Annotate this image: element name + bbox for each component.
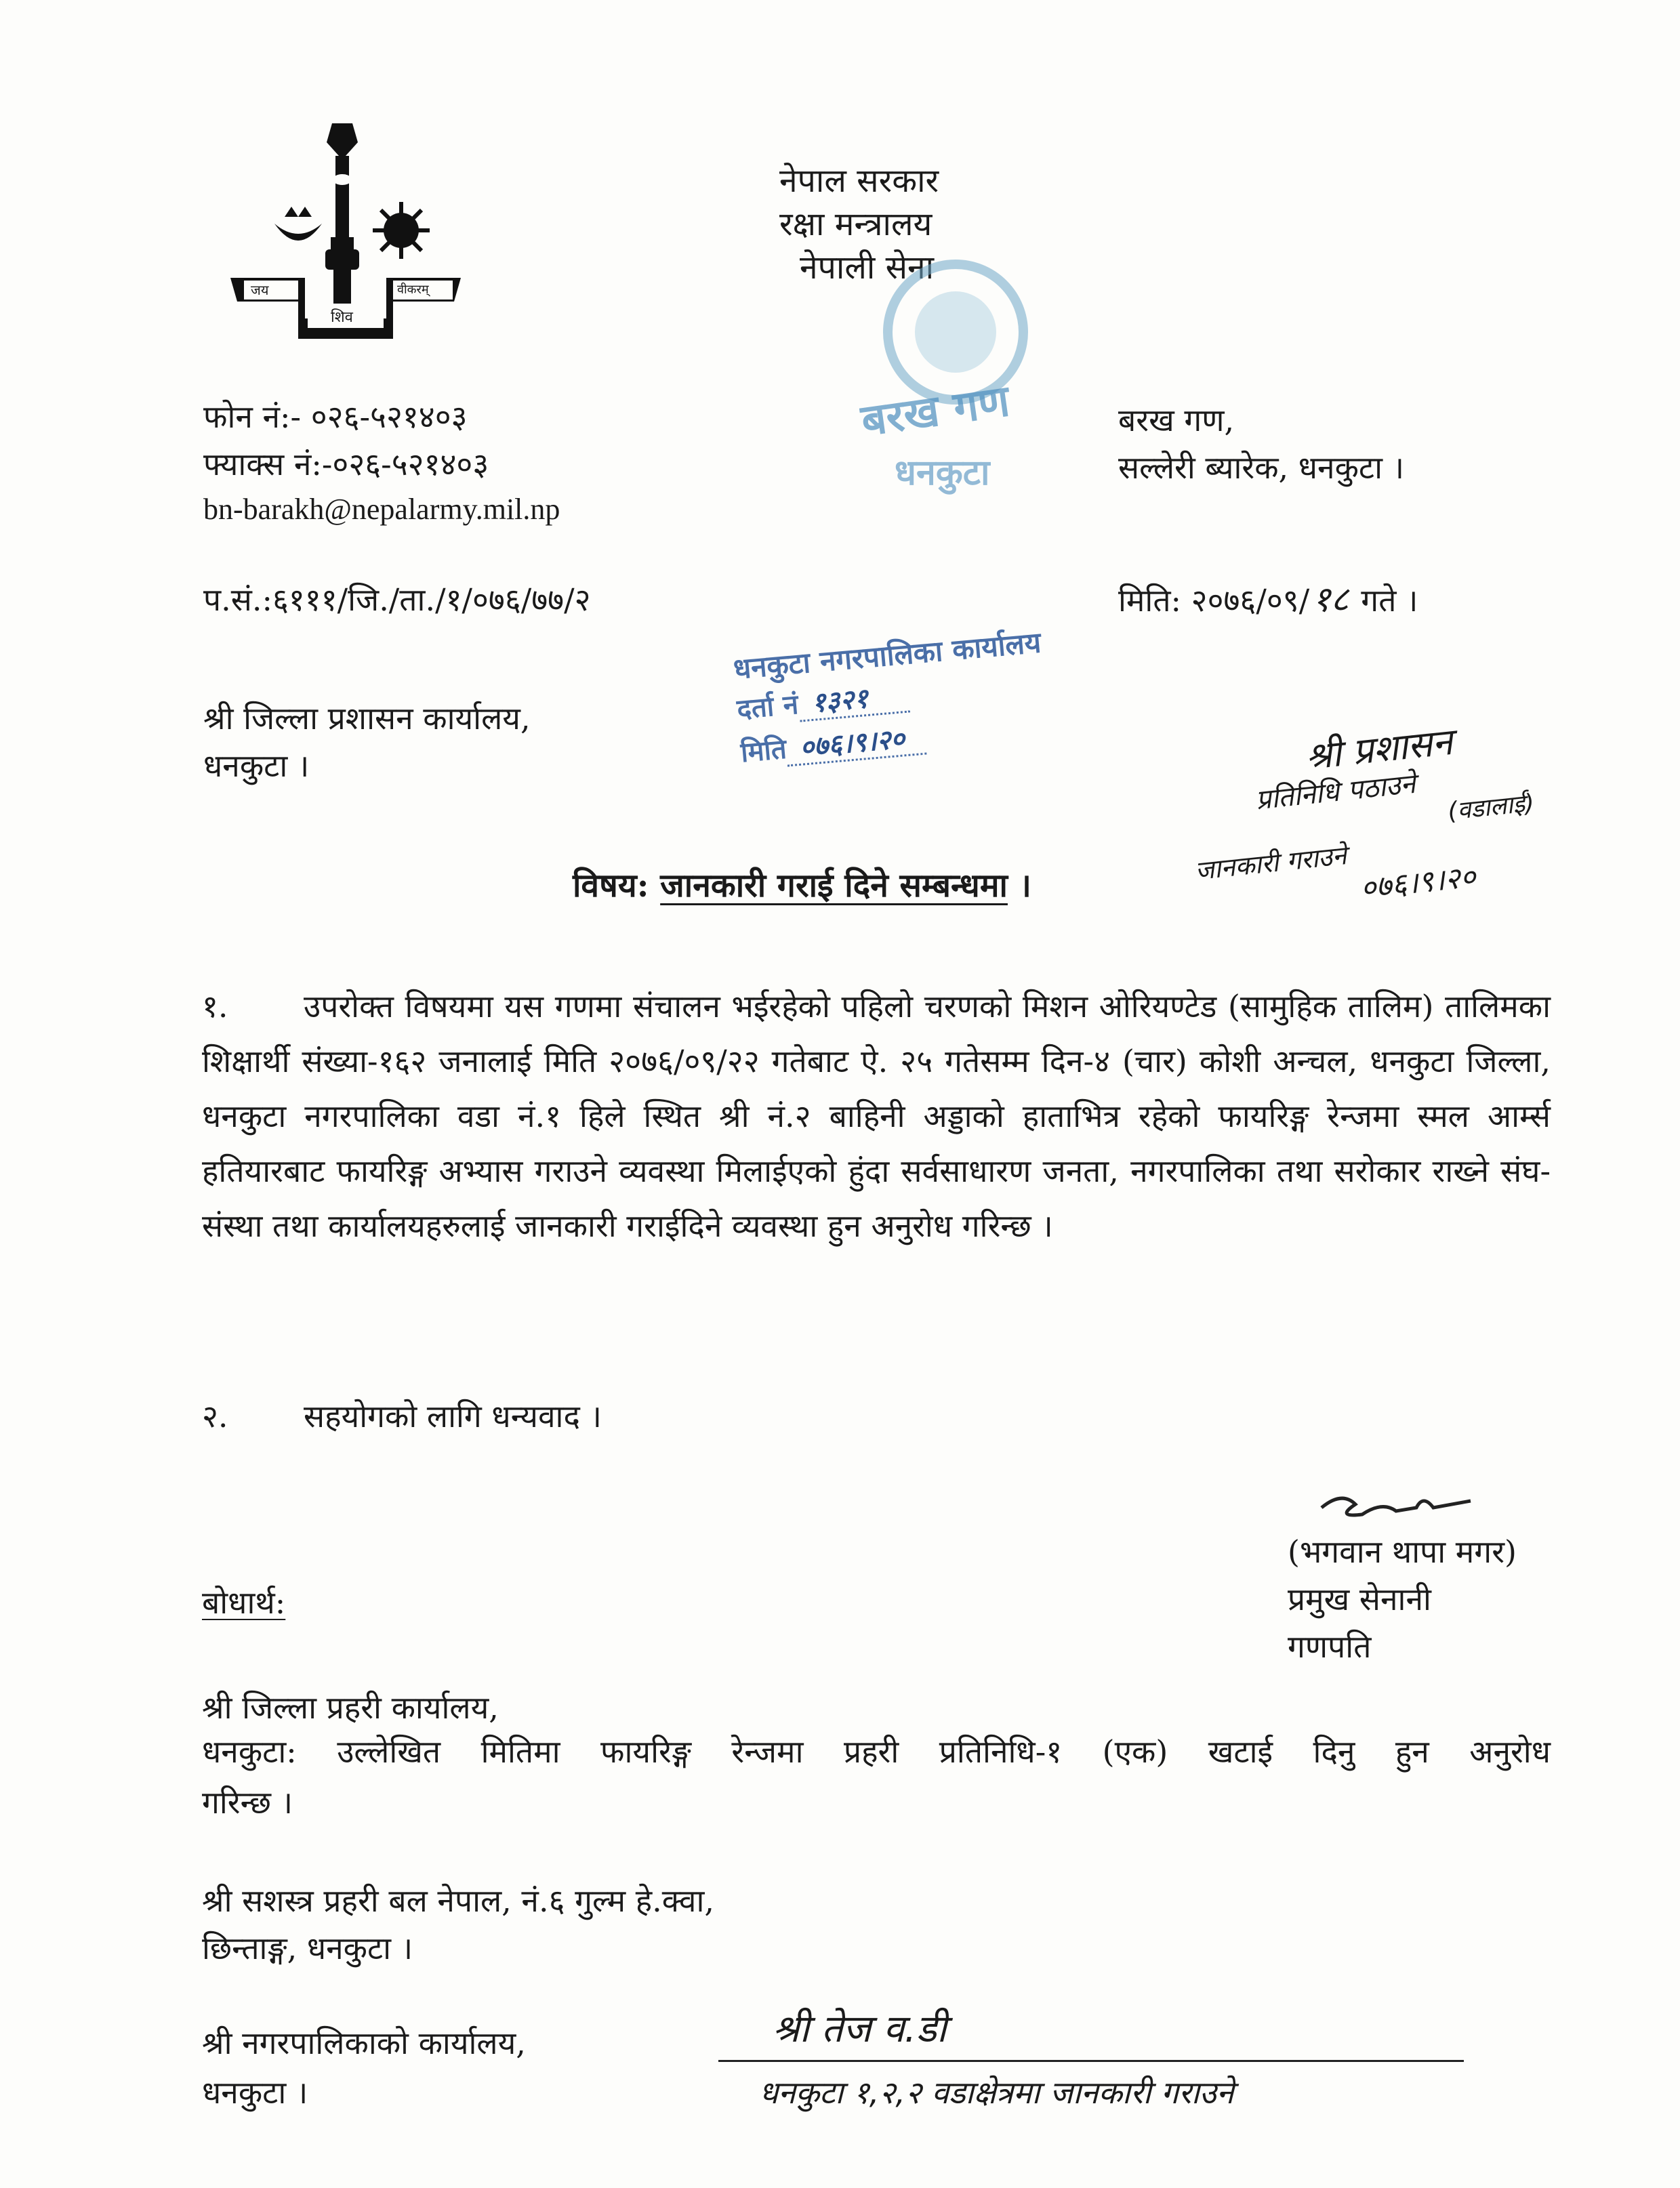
para2-number: २. [202,1398,228,1434]
recipient-office: श्री जिल्ला प्रशासन कार्यालय, [203,700,531,737]
cc-2-line2: छिन्ताङ्ग, धनकुटा । [202,1930,413,1966]
registration-stamp-title: धनकुटा नगरपालिका कार्यालय [732,625,1043,686]
handwritten-note-bottom: श्री तेज व.डी धनकुटा १,२,२ वडाक्षेत्रमा जानकारी गराउने [759,1999,1572,2123]
round-office-stamp [834,257,1050,515]
bodhartha-label: बोधार्थ: [202,1584,286,1621]
signatory-title: गणपति [1288,1628,1372,1665]
para1-text: उपरोक्त विषयमा यस गणमा संचालन भईरहेको पहिलो चरणको मिशन ओरियण्टेड (सामुहिक तालिम) तालिमका शिक्षार्थी संख्या-१६२ जनालाई मिति २०७६/०९/२२ गतेबाट ऐ. २५ गतेसम्म दिन-४ (चार) कोशी अन्चल, धनकुटा जिल्ला, धनकुटा नगरपालिका वडा नं.१ हिले स्थित श्री नं.२ बाहिनी अड्डाको हाताभित्र रहेको फायरिङ्ग रेन्जमा स्मल आर्म्स हतियारबाट फायरिङ्ग अभ्यास गराउने व्यवस्था मिलाईएको हुंदा सर्वसाधारण जनता, नगरपालिका तथा सरोकार राख्ने संघ-संस्था तथा कार्यालयहरुलाई जानकारी गराईदिने व्यवस्था हुन अनुरोध गरिन्छ । [202,988,1551,1244]
handwritten-note-top: श्री प्रशासन प्रतिनिधि पठाउने (वडालाई) जानकारी गराउने ०७६।९।२० [1193,720,1536,906]
para1-number: १. [202,988,228,1025]
cc-3-line1: श्री नगरपालिकाको कार्यालय, [202,2025,526,2061]
miti-value: ०७६।९।२० [785,721,926,767]
nepal-army-emblem-icon [224,115,468,339]
body-paragraph-2 [202,1396,602,1437]
contact-email: bn-barakh@nepalarmy.mil.np [203,493,560,526]
header-government: नेपाल सरकार [779,162,939,200]
cc-1-line2: धनकुटा: उल्लेखित मितिमा फायरिङ्ग रेन्जमा प्रहरी प्रतिनिधि-१ (एक) खटाई दिनु हुन अनुरोध [202,1733,1551,1770]
unit-address: सल्लेरी ब्यारेक, धनकुटा । [1118,449,1405,486]
unit-name: बरख गण, [1118,402,1235,438]
contact-fax: फ्याक्स नं:-०२६-५२१४०३ [203,446,489,482]
subject-label: विषय: [573,867,649,905]
contact-phone: फोन नं:- ०२६-५२१४०३ [203,398,468,435]
letter-date: मिति: २०७६/०९/१८ गते । [1118,579,1418,620]
cc-3-line2: धनकुटा । [202,2074,308,2111]
signatory-name: (भगवान थापा मगर) [1288,1533,1517,1570]
darta-value: १३२१ [797,679,910,722]
miti-label: मिति [739,732,788,769]
round-stamp-text1: बरख गण [858,375,1013,447]
para2-text: सहयोगको लागि धन्यवाद । [304,1398,602,1434]
cc-2-line1: श्री सशस्त्र प्रहरी बल नेपाल, नं.६ गुल्म हे.क्वा, [202,1882,714,1919]
subject-end: । [1019,867,1031,905]
subject-line [573,864,1031,907]
signatory-rank: प्रमुख सेनानी [1288,1581,1431,1617]
handwritten-date-day: १८ [1312,579,1349,620]
darta-label: दर्ता नं [735,688,800,726]
subject-text: जानकारी गराई दिने सम्बन्धमा [660,867,1008,905]
header-ministry: रक्षा मन्त्रालय [779,205,933,243]
body-paragraph-1 [202,979,1551,1254]
emblem-center-label: शिव [331,309,353,326]
emblem-right-label: वीकरम् [397,283,429,297]
recipient-place: धनकुटा । [203,747,310,784]
header-army: नेपाली सेना [800,249,935,287]
round-stamp-text2: धनकुटा [895,452,990,493]
registration-stamp [732,617,1125,819]
reference-number: प.सं.:६१११/जि./ता./१/०७६/७७/२ [203,581,591,618]
signature-mark [1315,1487,1477,1537]
cc-1-line1: श्री जिल्ला प्रहरी कार्यालय, [202,1689,499,1726]
cc-1-line3: गरिन्छ । [202,1784,293,1821]
emblem-left-label: जय [251,282,269,298]
